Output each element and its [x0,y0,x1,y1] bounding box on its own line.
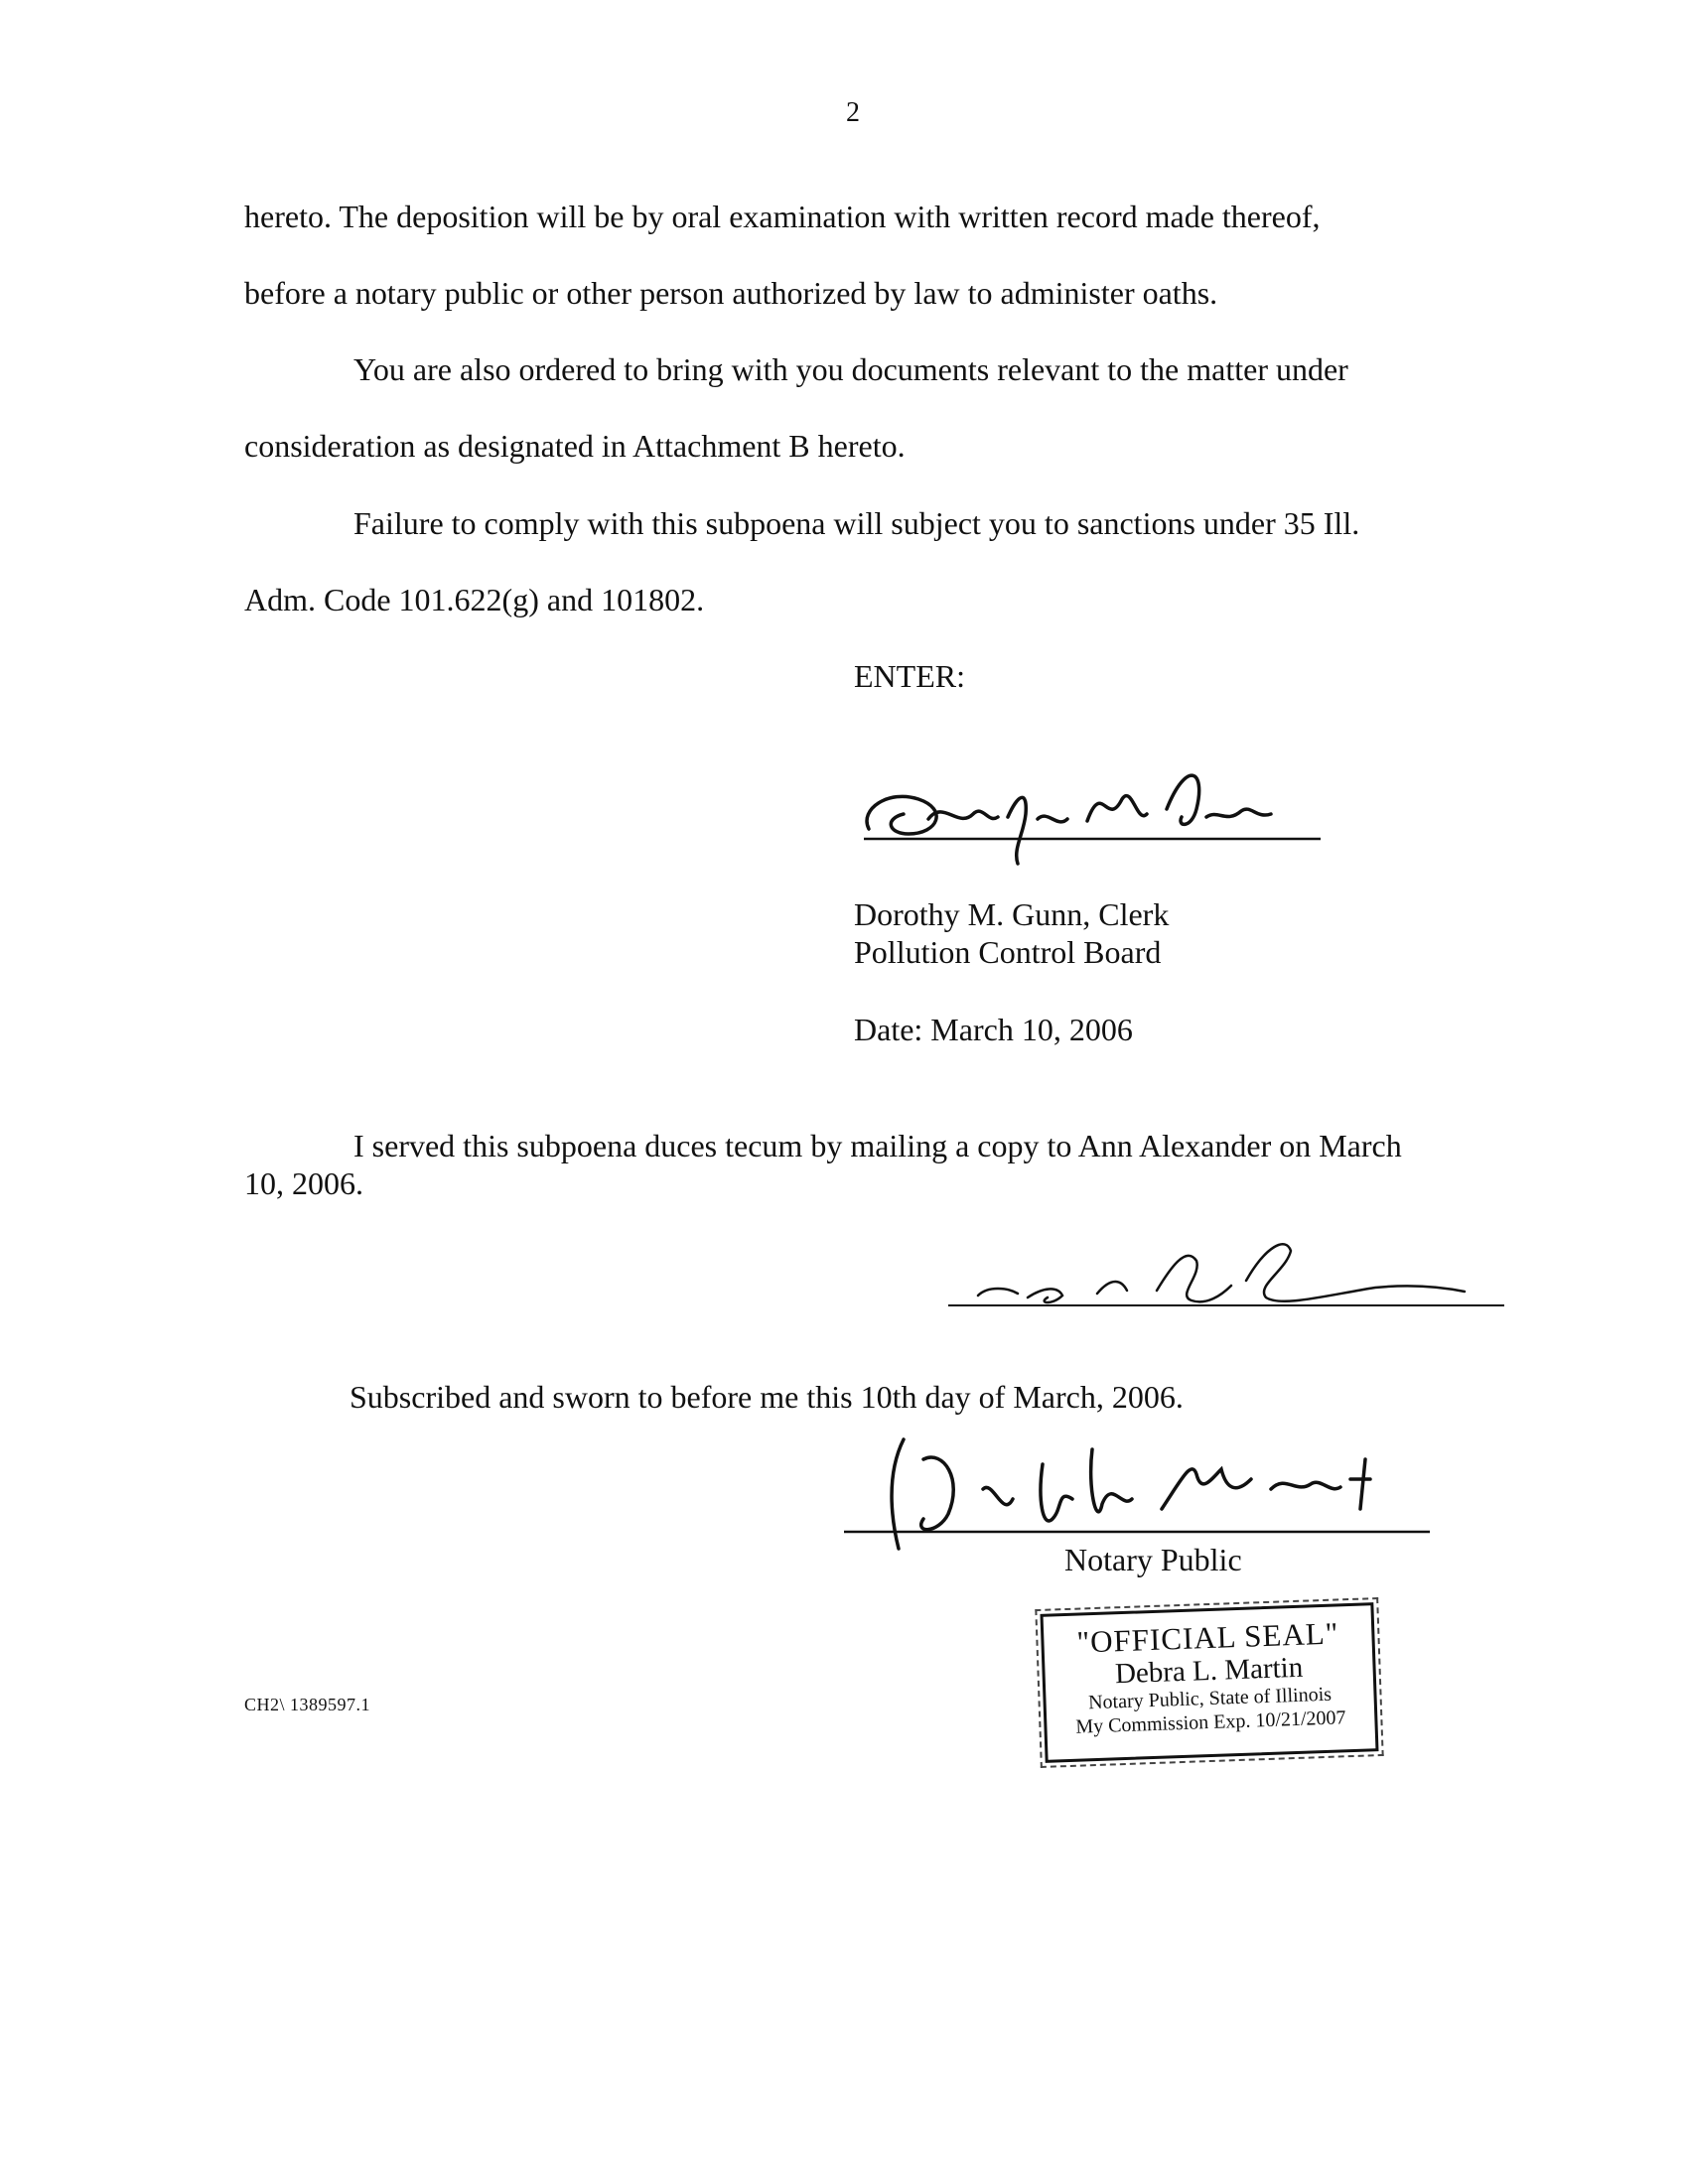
seal-commission-expiration: My Commission Exp. 10/21/2007 [1074,1706,1346,1738]
seal-state: Notary Public, State of Illinois [1087,1683,1333,1714]
clerk-name: Dorothy M. Gunn, Clerk [854,896,1170,932]
notary-public-label: Notary Public [1064,1542,1242,1577]
seal-title: "OFFICIAL SEAL" [1075,1615,1339,1660]
body-paragraph-1-line-1: hereto. The deposition will be by oral examination with written record made thereof, [244,199,1321,234]
clerk-signature [849,740,1326,888]
service-statement-line-1: I served this subpoena duces tecum by mailing a copy to Ann Alexander on March [353,1128,1402,1163]
body-paragraph-2-line-2: consideration as designated in Attachment B hereto. [244,428,906,464]
body-paragraph-1-line-2: before a notary public or other person authorized by law to administer oaths. [244,275,1218,311]
document-id: CH2\ 1389597.1 [244,1695,371,1714]
server-signature [948,1226,1504,1335]
body-paragraph-2-line-1: You are also ordered to bring with you documents relevant to the matter under [353,351,1348,387]
seal-notary-name: Debra L. Martin [1114,1651,1304,1691]
entry-date: Date: March 10, 2006 [854,1012,1133,1047]
enter-label: ENTER: [854,658,965,694]
body-paragraph-3-line-2: Adm. Code 101.622(g) and 101802. [244,582,705,617]
body-paragraph-3-line-1: Failure to comply with this subpoena will subject you to sanctions under 35 Ill. [353,505,1360,541]
service-statement-line-2: 10, 2006. [244,1165,363,1201]
clerk-board: Pollution Control Board [854,934,1162,970]
sworn-statement: Subscribed and sworn to before me this 10th day of March, 2006. [350,1379,1184,1415]
page-number: 2 [846,97,860,128]
official-seal-stamp [1040,1602,1378,1763]
